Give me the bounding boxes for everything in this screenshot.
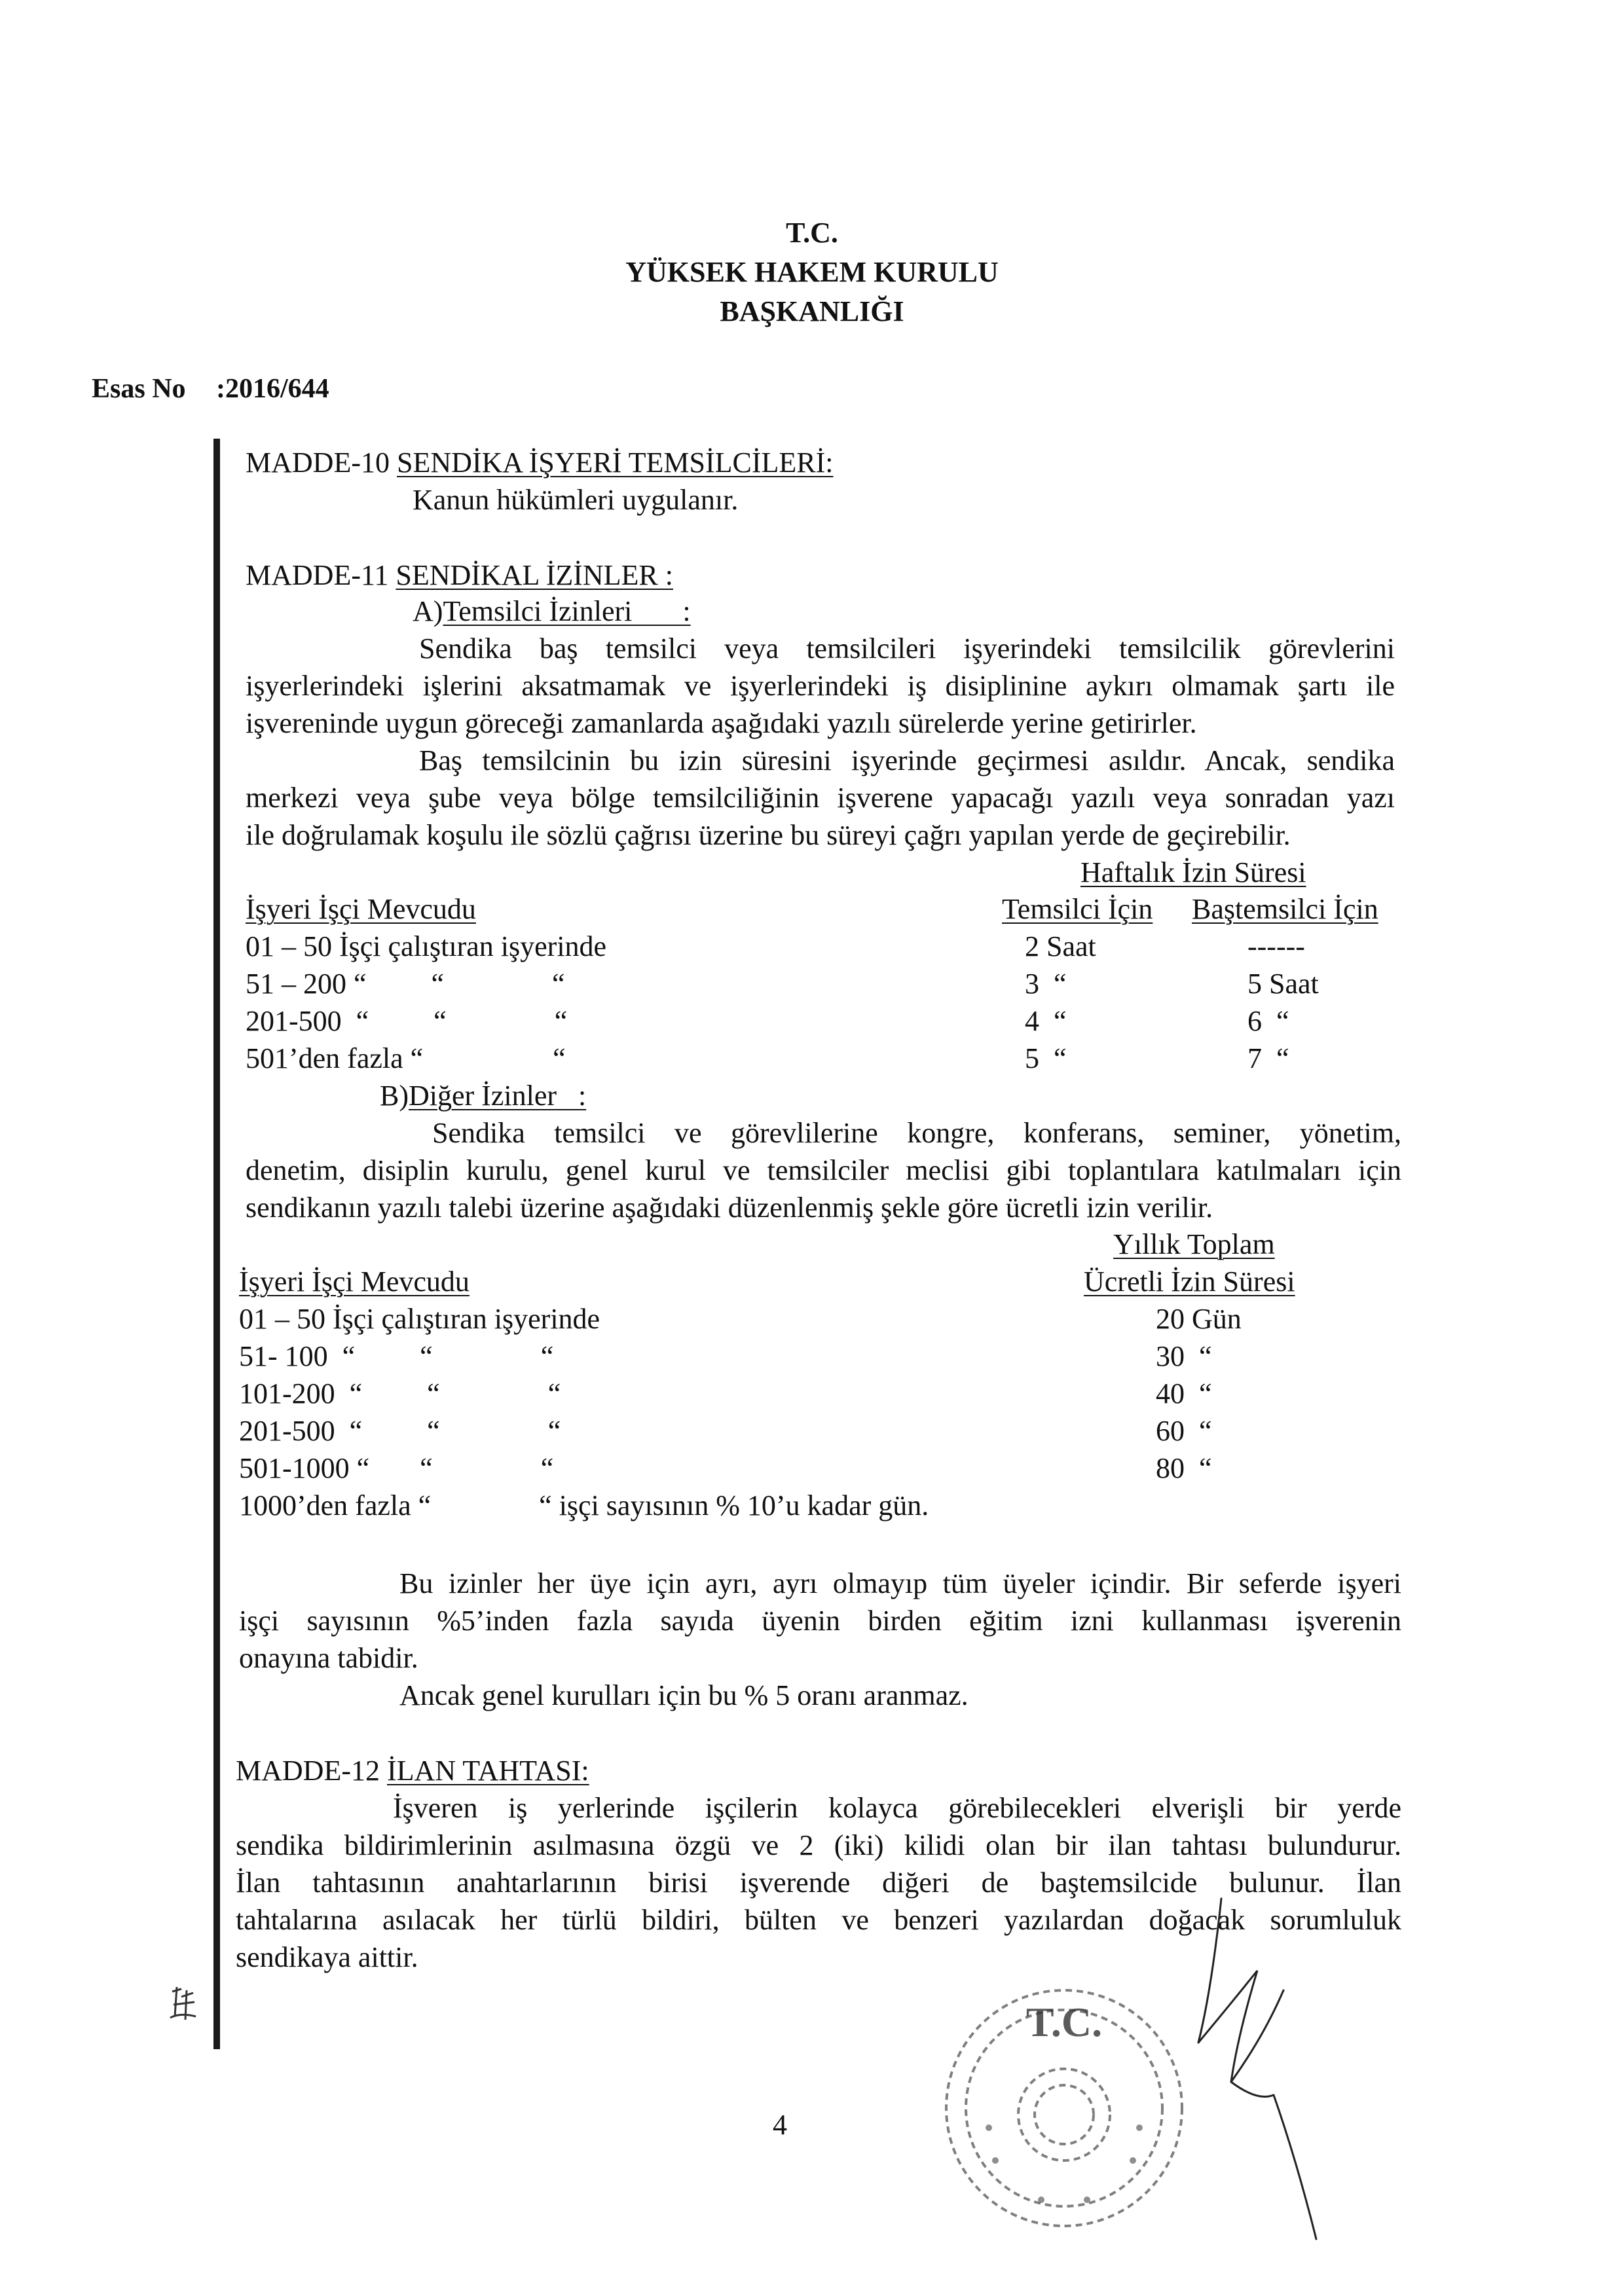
para-a2-line1: Baş temsilcinin bu izin süresini işyerinde geçirmesi asıldır. Ancak, sendika [419,744,1395,776]
para-a1-line2: işyerlerindeki işlerini aksatmamak ve işyerlerindeki iş disiplinine aykırı olmamak şartı ile [246,670,1395,702]
para-c-line1: Bu izinler her üye için ayrı, ayrı olmayıp tüm üyeler içindir. Bir seferde işyeri [399,1567,1401,1599]
madde-12-line1: İşveren iş yerlerinde işçilerin kolayca görebilecekleri elverişli bir yerde [393,1792,1401,1824]
para-b-line1: Sendika temsilci ve görevlilerine kongre, konferans, seminer, yönetim, [432,1117,1401,1149]
table1-row2-workforce: 51 – 200 “ “ “ [246,968,565,1000]
header-tc: T.C. [786,217,838,249]
para-a1-line3: işvereninde uygun göreceği zamanlarda aşağıdaki yazılı sürelerde yerine getirirler. [246,707,1197,739]
table2-row5-workforce: 501-1000 “ “ “ [239,1452,554,1484]
table1-row1-chief: ------ [1247,930,1305,962]
table1-header-workforce: İşyeri İşçi Mevcudu [246,893,476,925]
madde-10-title: SENDİKA İŞYERİ TEMSİLCİLERİ: [396,446,834,479]
header-presidency: BAŞKANLIĞI [720,295,904,327]
left-margin-bar [213,439,220,2049]
madde-12-title: İLAN TAHTASI: [386,1755,589,1787]
table2-row1-leave: 20 Gün [1156,1303,1242,1335]
header-institution: YÜKSEK HAKEM KURULU [625,256,999,288]
case-label: Esas No [92,374,186,404]
table2-row4-workforce: 201-500 “ “ “ [239,1415,561,1447]
madde-10-heading [246,444,834,481]
margin-initials [167,1984,200,2023]
table1-row3-rep: 4 “ [1025,1005,1067,1037]
madde-11-number: MADDE-11 [246,559,389,591]
table1-row3-workforce: 201-500 “ “ “ [246,1005,568,1037]
para-c-line3: onayına tabidir. [239,1642,418,1674]
para-d: Ancak genel kurulları için bu % 5 oranı aranmaz. [399,1679,969,1711]
madde-10-text: Kanun hükümleri uygulanır. [413,484,739,516]
madde-11-heading [246,556,673,594]
madde-11-title: SENDİKAL İZİNLER : [396,559,673,591]
table2-header-workforce: İşyeri İşçi Mevcudu [239,1266,470,1298]
madde-12-line2: sendika bildirimlerinin asılmasına özgü ve 2 (iki) kilidi olan bir ilan tahtası bulundurur. [236,1829,1401,1861]
para-b-line3: sendikanın yazılı talebi üzerine aşağıdaki düzenlenmiş şekle göre ücretli izin verilir. [246,1192,1213,1224]
madde-12-line5: sendikaya aittir. [236,1941,418,1973]
table1-super-header: Haftalık İzin Süresi [1080,856,1306,888]
table1-row2-chief: 5 Saat [1247,968,1319,1000]
madde-10-number: MADDE-10 [246,446,390,479]
table2-row4-leave: 60 “ [1156,1415,1212,1447]
para-a2-line3: ile doğrulamak koşulu ile sözlü çağrısı üzerine bu süreyi çağrı yapılan yerde de geçirebilir. [246,819,1291,851]
table2-row3-workforce: 101-200 “ “ “ [239,1377,561,1410]
table2-super-header: Yıllık Toplam [1113,1228,1275,1260]
madde-12-line4: tahtalarına asılacak her türlü bildiri, bülten ve benzeri yazılardan doğacak sorumluluk [236,1904,1401,1936]
table2-row1-workforce: 01 – 50 İşçi çalıştıran işyerinde [239,1303,600,1335]
table2-row2-workforce: 51- 100 “ “ “ [239,1340,554,1372]
handwritten-signature [1159,1886,1342,2252]
table1-header-chief: Baştemsilci İçin [1192,893,1378,925]
para-a2-line2: merkezi veya şube veya bölge temsilciliğinin işverene yapacağı yazılı veya sonradan yazı [246,782,1395,814]
madde-12-number: MADDE-12 [236,1755,380,1787]
stamp-text: T.C. [1025,1999,1103,2045]
para-b-line2: denetim, disiplin kurulu, genel kurul ve temsilciler meclisi gibi toplantılara katılmaları için [246,1154,1401,1186]
table1-row1-workforce: 01 – 50 İşçi çalıştıran işyerinde [246,930,607,962]
table2-row2-leave: 30 “ [1156,1340,1212,1372]
table2-header-leave: Ücretli İzin Süresi [1084,1266,1295,1298]
table2-row3-leave: 40 “ [1156,1377,1212,1410]
case-number: :2016/644 [216,374,329,404]
table2-last-row: 1000’den fazla “ “ işçi sayısının % 10’u kadar gün. [239,1489,929,1522]
table1-row2-rep: 3 “ [1025,968,1067,1000]
para-c-line2: işçi sayısının %5’inden fazla sayıda üyenin birden eğitim izni kullanması işverenin [239,1605,1401,1637]
table1-row1-rep: 2 Saat [1025,930,1096,962]
para-a1-line1: Sendika baş temsilci veya temsilcileri işyerindeki temsilcilik görevlerini [419,632,1395,665]
table2-row5-leave: 80 “ [1156,1452,1212,1484]
sub-a-prefix: A) [413,595,443,627]
table1-row4-chief: 7 “ [1247,1042,1289,1074]
sub-b-prefix: B) [380,1080,409,1112]
table1-row4-rep: 5 “ [1025,1042,1067,1074]
sub-b-title: Diğer İzinler : [409,1080,587,1112]
table1-row4-workforce: 501’den fazla “ “ [246,1042,566,1074]
sub-a-title: Temsilci İzinleri : [443,595,691,627]
madde-11-sub-a [413,592,691,630]
madde-12-line3: İlan tahtasının anahtarlarının birisi işverende diğeri de baştemsilcide bulunur. İlan [236,1867,1401,1899]
page-number: 4 [773,2109,787,2141]
madde-11-sub-b [380,1077,586,1114]
madde-12-heading [236,1752,589,1789]
table1-header-representative: Temsilci İçin [1002,893,1153,925]
table1-row3-chief: 6 “ [1247,1005,1289,1037]
